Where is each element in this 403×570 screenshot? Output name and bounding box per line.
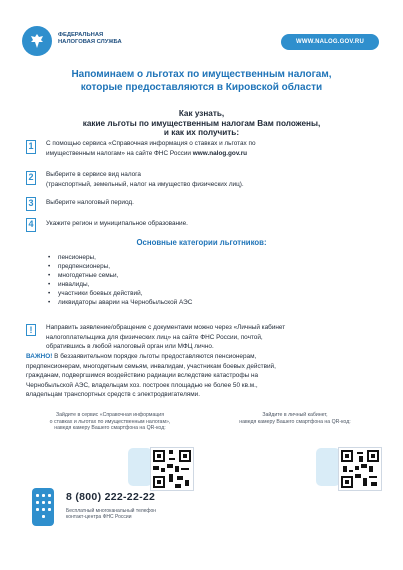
step-text [46, 170, 366, 189]
step-2 [26, 170, 376, 192]
phone-caption-line: Бесплатный многоканальный телефон [66, 508, 157, 514]
notice-line [26, 352, 376, 362]
org-name-line2: НАЛОГОВАЯ СЛУЖБА [58, 39, 122, 45]
step-text [46, 198, 366, 208]
notice-line: налогоплательщика для физических лиц» на сайте ФНС России, почтой, [46, 333, 263, 341]
org-name [58, 32, 122, 46]
phone-hand-icon [128, 448, 152, 486]
qr-caption-line: о ставках и льготах по имущественным налогам», [49, 418, 171, 425]
step-line: Укажите регион и муниципальное образование. [46, 220, 188, 227]
step-text [46, 219, 366, 229]
list-item: • пенсионеры, [48, 254, 192, 263]
main-title-line1: Напоминаем о льготах по имущественным налогам, [71, 69, 332, 80]
notice-line: гражданам, подвергшимся воздействию радиации вследствие катастрофы на [26, 372, 259, 379]
step-number: 3 [26, 197, 36, 211]
list-item: • ликвидаторы аварии на Чернобыльской АЭС [48, 299, 192, 308]
fns-emblem-icon [22, 26, 52, 56]
nalog-link[interactable]: www.nalog.gov.ru [192, 149, 248, 157]
step-line: (транспортный, земельный, налог на имущество физических лиц). [46, 180, 244, 188]
qr-caption-left [30, 412, 190, 432]
categories-title: Основные категории льготников: [136, 238, 267, 247]
step-number: 2 [26, 171, 36, 185]
notice-line: обратившись в любой налоговый орган или МФЦ лично. [46, 343, 214, 350]
qr-caption-right [210, 412, 380, 425]
important-label: ВАЖНО! [26, 353, 53, 360]
qr-code-icon [339, 448, 381, 490]
notice-line: владельцам транспортных средств с электродвигателями. [26, 391, 200, 398]
step-text-part: имущественным налогам» на сайте ФНС России [46, 149, 193, 157]
important-notice [26, 352, 376, 400]
header [0, 0, 403, 70]
step-line [46, 149, 366, 159]
step-text [46, 139, 366, 158]
notice-line: Направить заявление/обращение с документами можно через «Личный кабинет [46, 324, 286, 331]
question-line3: и как их получить: [163, 128, 240, 137]
qr-code-left-icon[interactable] [150, 447, 194, 491]
step-4 [26, 217, 376, 233]
notice-line: предпенсионерам, многодетным семьям, инвалидам, участникам боевых действий, [26, 362, 276, 370]
notice-text [46, 323, 376, 352]
main-title-line2: которые предоставляются в Кировской области [80, 82, 323, 93]
list-item: • участники боевых действий, [48, 290, 192, 299]
site-link-button[interactable]: WWW.NALOG.GOV.RU [281, 34, 379, 50]
step-number: 4 [26, 218, 36, 232]
step-3 [26, 196, 376, 212]
step-line: Выберите налоговый период. [46, 199, 134, 206]
notice-line-text: В беззаявительном порядке льготы предоставляются пенсионерам, [52, 353, 257, 360]
eagle-icon [28, 32, 46, 50]
step-1 [26, 139, 376, 161]
exclamation-icon: ! [26, 324, 36, 336]
qr-caption-line: наведя камеру Вашего смартфона на QR-код: [239, 418, 351, 425]
categories-list [48, 254, 192, 307]
notice-line: Чернобыльской АЭС, владельцам хоз. построек площадью не более 50 кв.м., [26, 381, 258, 389]
qr-code-icon [151, 448, 193, 490]
qr-caption-line: Зайдите в личный кабинет, [262, 412, 328, 418]
list-item: • предпенсионеры, [48, 263, 192, 272]
phone-hand-icon [316, 448, 340, 486]
phone-caption-line: контакт-центра ФНС России [66, 514, 132, 520]
qr-caption-line: Зайдите в сервис «Справочная информация [55, 412, 165, 418]
step-line: С помощью сервиса «Справочная информация о ставках и льготах по [46, 140, 256, 147]
hotline-phone[interactable]: 8 (800) 222-22-22 [66, 491, 156, 503]
step-number: 1 [26, 140, 36, 154]
step-line: Выберите в сервисе вид налога [46, 171, 141, 178]
question-heading [65, 109, 338, 138]
list-item: • инвалиды, [48, 281, 192, 290]
org-name-line1: ФЕДЕРАЛЬНАЯ [58, 32, 104, 38]
phone-keypad-icon [32, 488, 54, 526]
qr-caption-line: наведя камеру Вашего смартфона на QR-код: [54, 425, 166, 432]
question-line2: какие льготы по имущественным налогам Вам положены, [82, 118, 321, 128]
list-item: • многодетные семьи, [48, 272, 192, 281]
phone-caption [66, 508, 156, 520]
main-title [30, 68, 373, 94]
question-line1: Как узнать, [178, 109, 225, 118]
qr-code-right-icon[interactable] [338, 447, 382, 491]
